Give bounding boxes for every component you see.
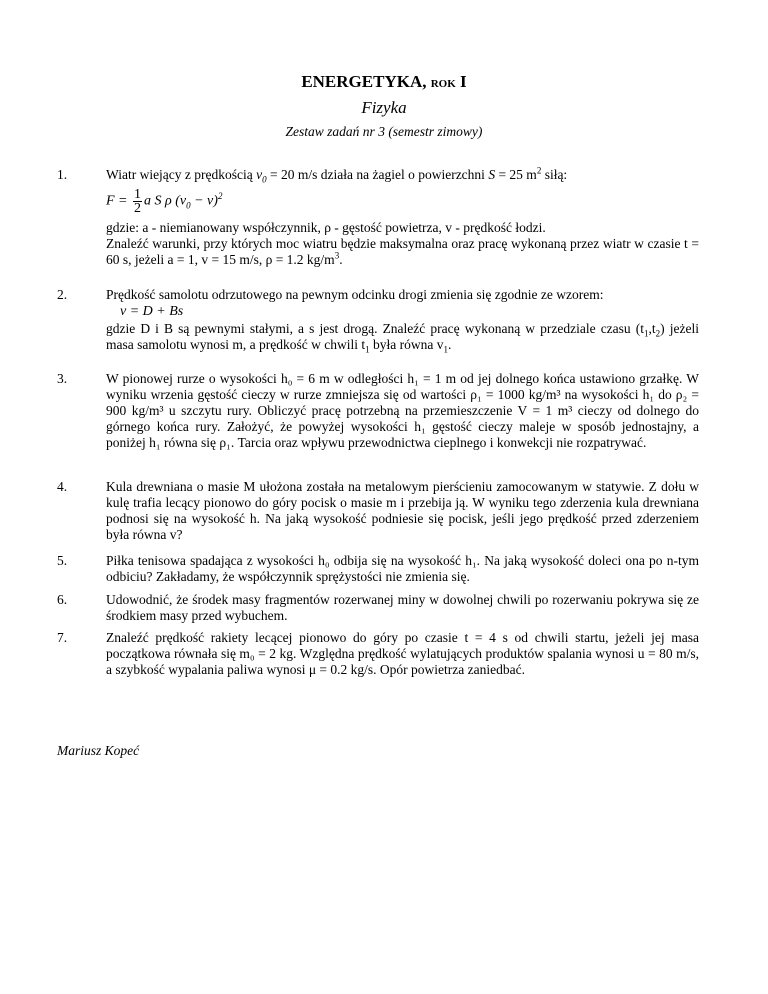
- title-small-caps: ROK: [430, 78, 456, 90]
- problem-3: [57, 371, 699, 451]
- problem-6-text: Udowodnić, że środek masy fragmentów rozerwanej miny w dowolnej chwili po rozerwaniu pokrywa się ze środkiem masy przed wybuchem.: [106, 592, 699, 623]
- problem-number: 2.: [57, 287, 68, 302]
- problem-body: [106, 592, 699, 624]
- problem-body: [106, 553, 699, 585]
- problem-2: [57, 287, 699, 353]
- problem-body: [106, 479, 699, 543]
- title-end: I: [460, 72, 467, 91]
- problem-5: [57, 553, 699, 585]
- author-signature: Mariusz Kopeć: [57, 743, 140, 758]
- problem-number: 3.: [57, 371, 68, 386]
- problem-body: [106, 287, 699, 353]
- problem-body: [106, 630, 699, 678]
- problem-7-text: Znaleźć prędkość rakiety lecącej pionowo do góry po czasie t = 4 s od chwili startu, jeżeli jej masa początkowa równała się m₀ = 2 kg. Względna prędkość wylatujących produktów spalania wynosi u = 80 m/s, a szybkość wypalania paliwa wynosi μ = 0.2 kg/s. Opór powietrza zaniedbać.: [106, 630, 699, 677]
- problem-body: [106, 371, 699, 451]
- problem-body: [106, 167, 699, 268]
- problem-number: 5.: [57, 553, 68, 568]
- problem-2-equation: v = D + Bs: [120, 304, 184, 319]
- problem-4: [57, 479, 699, 543]
- problem-1-equation: F = $\frac{1}{2}$ a S ρ $(v_0 - v)^2$: [106, 187, 223, 216]
- problem-3-text: W pionowej rurze o wysokości h₀ = 6 m w odległości h₁ = 1 m od jej dolnego końca ustawiono grzałkę. W wyniku wrzenia gęstość cieczy w rurze zmniejsza się od wartości ρ₁ = 1000 kg/m³ na wysokości h₁ do ρ₂ = 900 kg/m³ u szczytu rury. Obliczyć pracę potrzebną na przemieszczenie V = 1 m³ cieczy od dolnego do górnego końca rury. Założyć, że powyżej wysokości h₁ gęstość cieczy maleje w sposób jednostajny, a poniżej h₁ równa się ρ₁. Tarcia oraz wpływu przewodnictwa cieplnego i konwekcji nie rozpatrywać.: [106, 371, 699, 450]
- problem-number: 1.: [57, 167, 68, 182]
- problem-7: [57, 630, 699, 678]
- problem-2-line-2: gdzie D i B są pewnymi stałymi, a s jest drogą. Znaleźć pracę wykonaną w przedziale czasu $(t_1,t_2)$ jeżeli masa samolotu wynosi m, a prędkość w chwili $t_1$ była równa $v_1$.: [106, 321, 699, 355]
- set-heading: Zestaw zadań nr 3 (semestr zimowy): [285, 124, 483, 139]
- title-main: ENERGETYKA,: [301, 72, 427, 91]
- problem-1-line-3: Znaleźć warunki, przy których moc wiatru będzie maksymalna oraz pracę wykonaną przez wiatr w czasie t = 60 s, jeżeli a = 1, v = 15 m/s, ρ = 1.2 $kg/m^3$.: [106, 236, 699, 267]
- problem-number: 4.: [57, 479, 68, 494]
- document-title: [0, 72, 768, 92]
- problem-number: 6.: [57, 592, 68, 607]
- problem-4-text: Kula drewniana o masie M ułożona została na metalowym pierścieniu zamocowanym w statywie. Z dołu w kulę trafia lecący pionowo do góry pocisk o masie m i przebija ją. W wyniku tego zderzenia kula drewniana podnosi się na wysokość h. Na jaką wysokość podniesie się pocisk, jeśli jego prędkość przed zderzeniem była równa v?: [106, 479, 699, 542]
- problem-1: [57, 167, 699, 268]
- problem-2-line-1: Prędkość samolotu odrzutowego na pewnym odcinku drogi zmienia się zgodnie ze wzorem:: [106, 287, 604, 302]
- problem-number: 7.: [57, 630, 68, 645]
- problem-5-text: Piłka tenisowa spadająca z wysokości h₀ odbija się na wysokość h₁. Na jaką wysokość doleci ona po n-tym odbiciu? Zakładamy, że współczynnik sprężystości nie zmienia się.: [106, 553, 699, 584]
- fraction: $\frac{1}{2}$: [134, 187, 141, 216]
- problem-6: [57, 592, 699, 624]
- problem-1-line-2: gdzie: a - niemianowany współczynnik, ρ - gęstość powietrza, v - prędkość łodzi.: [106, 220, 546, 235]
- problem-1-line-1: Wiatr wiejący z prędkością $v_0 = 20$ m/s działa na żagiel o powierzchni S = 25 $m^2$ siłą:: [106, 165, 568, 185]
- subject-heading: Fizyka: [361, 98, 407, 117]
